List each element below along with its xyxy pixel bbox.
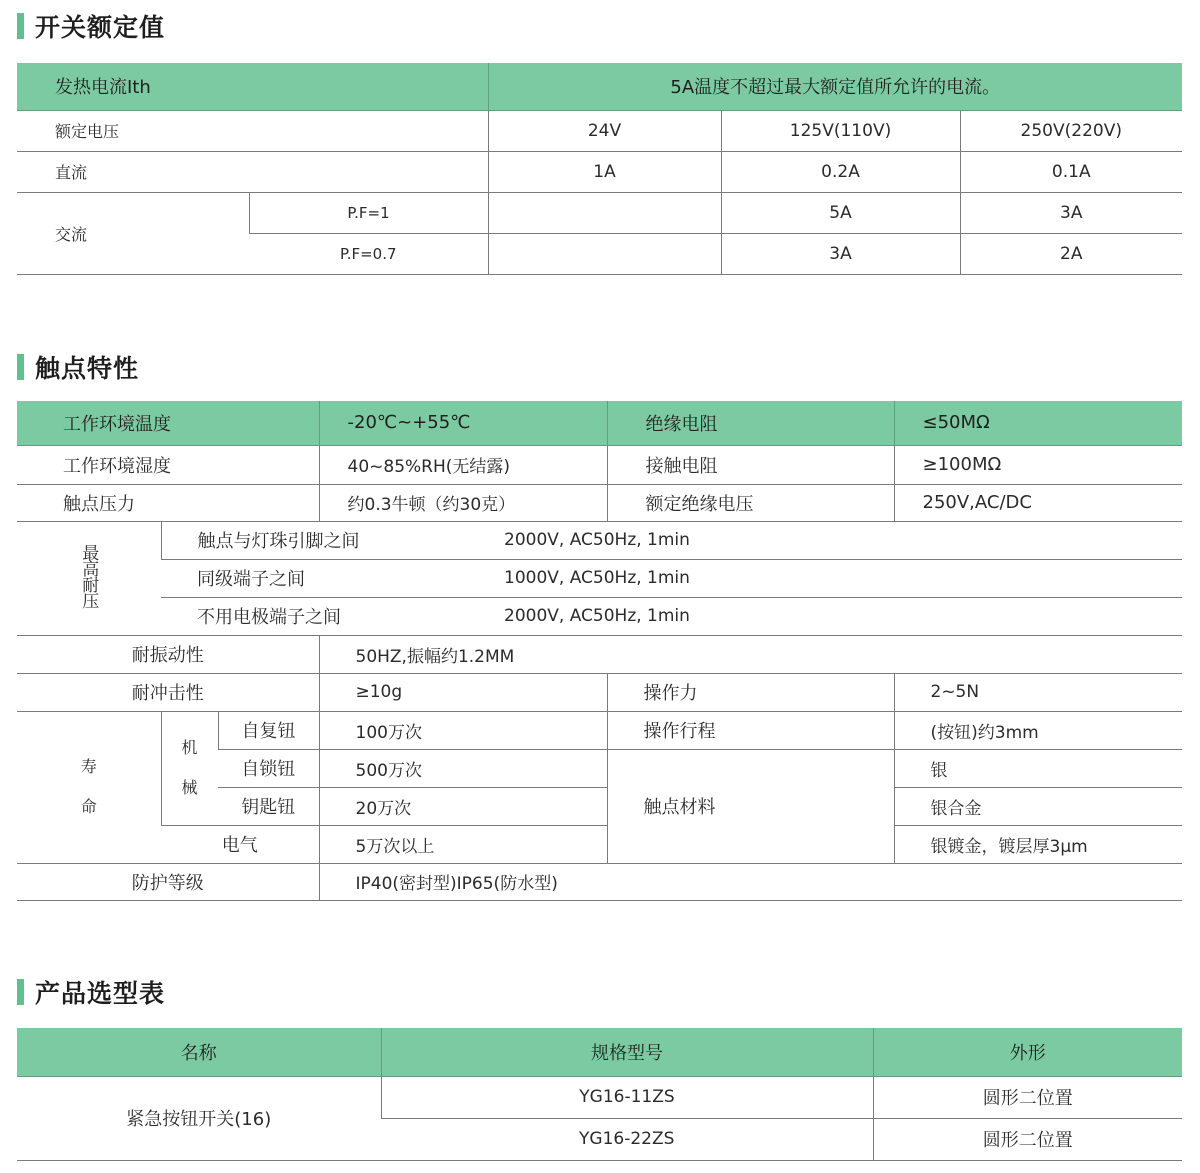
pf1-value: 3A bbox=[960, 192, 1182, 233]
section-title-text: 开关额定值 bbox=[35, 13, 166, 42]
protection-value: IP40(密封型)IP65(防水型) bbox=[319, 863, 1182, 900]
withstand-value: 2000V, AC50Hz, 1min bbox=[504, 606, 690, 626]
self-reset-value: 100万次 bbox=[319, 711, 607, 749]
env-temp-value: -20℃~+55℃ bbox=[319, 401, 607, 445]
shock-label: 耐冲击性 bbox=[17, 673, 319, 711]
max-withstand-label bbox=[17, 521, 161, 635]
table-row bbox=[17, 484, 1182, 521]
withstand-label: 同级端子之间 bbox=[161, 559, 607, 597]
table-row bbox=[17, 825, 1182, 863]
dc-label: 直流 bbox=[17, 151, 488, 192]
heat-current-value: 5A温度不超过最大额定值所允许的电流。 bbox=[488, 63, 1182, 110]
dc-value: 0.1A bbox=[960, 151, 1182, 192]
key-label: 钥匙钮 bbox=[218, 787, 319, 825]
pf07-value bbox=[488, 233, 721, 274]
rated-voltage-label: 额定电压 bbox=[17, 110, 488, 151]
table-row bbox=[17, 673, 1182, 711]
env-temp-label: 工作环境温度 bbox=[17, 401, 319, 445]
material-label: 触点材料 bbox=[607, 749, 894, 863]
insulation-value: ≤50MΩ bbox=[894, 401, 1182, 445]
vibration-label: 耐振动性 bbox=[17, 635, 319, 673]
voltage-cell: 250V(220V) bbox=[960, 110, 1182, 151]
max-withstand-text: 最高耐压 bbox=[78, 544, 99, 608]
table-row bbox=[17, 597, 1182, 635]
title-bar bbox=[17, 354, 24, 380]
pf07-value: 2A bbox=[960, 233, 1182, 274]
heat-current-label: 发热电流Ith bbox=[17, 63, 488, 110]
life-label bbox=[17, 711, 161, 863]
table-row bbox=[17, 711, 1182, 749]
table-row bbox=[17, 521, 1182, 559]
voltage-cell: 24V bbox=[488, 110, 721, 151]
table-row bbox=[17, 863, 1182, 900]
pf07-label: P.F=0.7 bbox=[249, 233, 488, 274]
table-row bbox=[17, 63, 1182, 110]
withstand-value-cell bbox=[504, 597, 1182, 635]
withstand-label: 触点与灯珠引脚之间 bbox=[161, 521, 607, 559]
protection-label: 防护等级 bbox=[17, 863, 319, 900]
travel-value: (按钮)约3mm bbox=[894, 711, 1182, 749]
shock-value: ≥10g bbox=[319, 673, 607, 711]
key-value: 20万次 bbox=[319, 787, 607, 825]
section-title-selection bbox=[17, 977, 165, 1007]
header-shape: 外形 bbox=[873, 1028, 1182, 1076]
force-value: 2~5N bbox=[894, 673, 1182, 711]
mech-label-2: 械 bbox=[181, 778, 198, 797]
force-label: 操作力 bbox=[607, 673, 894, 711]
withstand-value: 2000V, AC50Hz, 1min bbox=[504, 530, 690, 550]
electric-label: 电气 bbox=[161, 825, 319, 863]
rated-ins-voltage-value: 250V,AC/DC bbox=[894, 484, 1182, 521]
mech-label bbox=[161, 711, 218, 825]
insulation-label: 绝缘电阻 bbox=[607, 401, 894, 445]
material-value: 银合金 bbox=[894, 787, 1182, 825]
pressure-value: 约0.3牛顿（约30克） bbox=[319, 484, 607, 521]
self-lock-label: 自锁钮 bbox=[218, 749, 319, 787]
pf1-label: P.F=1 bbox=[249, 192, 488, 233]
withstand-label: 不用电极端子之间 bbox=[161, 597, 607, 635]
header-model: 规格型号 bbox=[381, 1028, 873, 1076]
withstand-value-cell bbox=[504, 521, 1182, 559]
contact-res-label: 接触电阻 bbox=[607, 445, 894, 484]
table-row bbox=[17, 1076, 1182, 1118]
product-name: 紧急按钮开关(16) bbox=[17, 1076, 381, 1160]
withstand-value-cell bbox=[504, 559, 1182, 597]
env-humidity-label: 工作环境湿度 bbox=[17, 445, 319, 484]
env-humidity-value: 40~85%RH(无结露) bbox=[319, 445, 607, 484]
selection-table bbox=[17, 1028, 1182, 1161]
self-reset-label: 自复钮 bbox=[218, 711, 319, 749]
dc-value: 1A bbox=[488, 151, 721, 192]
model-cell: YG16-11ZS bbox=[381, 1076, 873, 1118]
material-value: 银镀金，镀层厚3μm bbox=[894, 825, 1182, 863]
life-label-1: 寿 bbox=[80, 757, 97, 776]
vibration-value: 50HZ,振幅约1.2MM bbox=[319, 635, 1182, 673]
section-title-contact bbox=[17, 352, 139, 382]
pf1-value: 5A bbox=[721, 192, 960, 233]
section-title-text: 触点特性 bbox=[35, 354, 140, 383]
shape-cell: 圆形二位置 bbox=[873, 1076, 1182, 1118]
table-row bbox=[17, 401, 1182, 445]
electric-value: 5万次以上 bbox=[319, 825, 607, 863]
travel-label: 操作行程 bbox=[607, 711, 894, 749]
self-lock-value: 500万次 bbox=[319, 749, 607, 787]
table-row bbox=[17, 1028, 1182, 1076]
title-bar bbox=[17, 13, 24, 39]
header-name: 名称 bbox=[17, 1028, 381, 1076]
pf07-value: 3A bbox=[721, 233, 960, 274]
pf1-value bbox=[488, 192, 721, 233]
mech-label-1: 机 bbox=[181, 738, 198, 757]
table-row bbox=[17, 110, 1182, 151]
voltage-cell: 125V(110V) bbox=[721, 110, 960, 151]
pressure-label: 触点压力 bbox=[17, 484, 319, 521]
rated-table bbox=[17, 63, 1182, 275]
title-bar bbox=[17, 979, 24, 1005]
table-row bbox=[17, 192, 1182, 233]
table-row bbox=[17, 151, 1182, 192]
section-title-text: 产品选型表 bbox=[35, 979, 166, 1008]
life-label-2: 命 bbox=[80, 797, 97, 816]
material-value: 银 bbox=[894, 749, 1182, 787]
ac-label: 交流 bbox=[17, 192, 249, 274]
table-row bbox=[17, 559, 1182, 597]
rated-ins-voltage-label: 额定绝缘电压 bbox=[607, 484, 894, 521]
dc-value: 0.2A bbox=[721, 151, 960, 192]
contact-res-value: ≥100MΩ bbox=[894, 445, 1182, 484]
withstand-value: 1000V, AC50Hz, 1min bbox=[504, 568, 690, 588]
table-row bbox=[17, 445, 1182, 484]
model-cell: YG16-22ZS bbox=[381, 1118, 873, 1160]
table-row bbox=[17, 635, 1182, 673]
shape-cell: 圆形二位置 bbox=[873, 1118, 1182, 1160]
section-title-rated bbox=[17, 11, 165, 41]
contact-table bbox=[17, 401, 1182, 901]
